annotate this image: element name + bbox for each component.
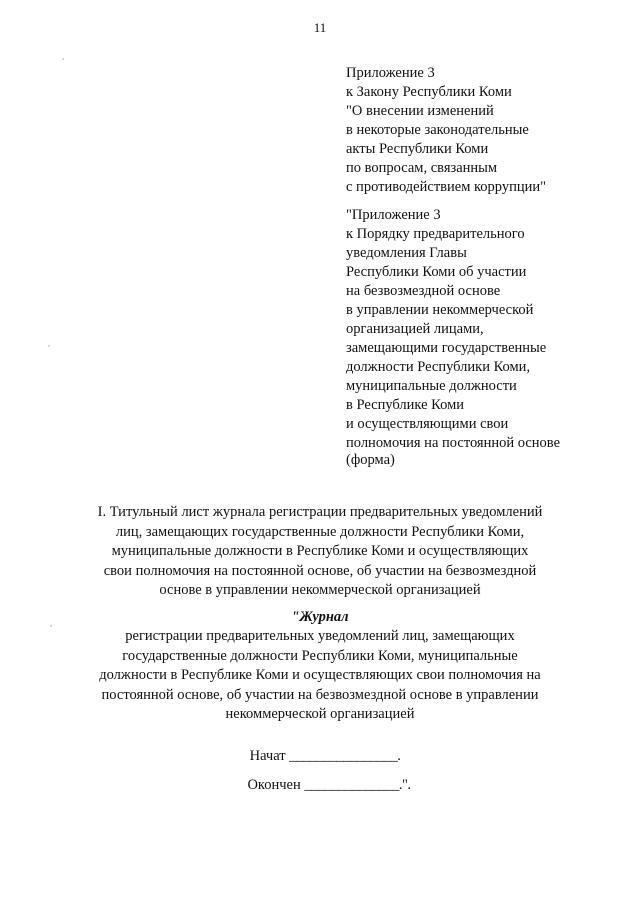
section-heading-line: основе в управлении некоммерческой организацией (159, 582, 481, 598)
scan-speck (48, 345, 50, 347)
form-label: (форма) (346, 452, 395, 468)
appendix-procedure-line: полномочия на постоянной основе (346, 435, 561, 451)
appendix-procedure-line: муниципальные должности (346, 378, 517, 394)
appendix-procedure-line: к Порядку предварительного (346, 226, 525, 242)
journal-description-line: государственные должности Республики Коми, муниципальные (122, 647, 518, 664)
journal-title: "Журнал (291, 609, 349, 625)
appendix-law-header (346, 64, 636, 197)
journal-description (60, 627, 580, 725)
appendix-law-line: "О внесении изменений (346, 103, 494, 119)
page-number: 11 (313, 20, 327, 35)
appendix-procedure-line: и осуществляющими свои (346, 416, 509, 432)
appendix-law-line: с противодействием коррупции" (346, 179, 547, 195)
scan-speck (50, 625, 52, 627)
journal-description-line: должности в Республике Коми и осуществляющих свои полномочия на (99, 667, 541, 683)
appendix-law-line: к Закону Республики Коми (346, 84, 512, 100)
finished-blank-field: ______________.". (304, 777, 411, 793)
appendix-law-line: акты Республики Коми (346, 141, 489, 157)
started-blank-field: ________________. (289, 748, 401, 764)
section-heading-line: муниципальные должности в Республике Коми и осуществляющих (111, 543, 529, 559)
started-row (0, 748, 640, 765)
appendix-procedure-line: организацией лицами, (346, 321, 484, 337)
finished-label: Окончен (247, 777, 301, 793)
appendix-law-line: по вопросам, связанным (346, 160, 498, 176)
scan-speck (62, 58, 64, 60)
appendix-procedure-line: уведомления Главы (346, 245, 467, 261)
appendix-procedure-header (346, 206, 636, 453)
appendix-law-line: в некоторые законодательные (346, 122, 529, 138)
appendix-procedure-line: "Приложение 3 (346, 207, 441, 223)
appendix-procedure-line: должности Республики Коми, (346, 359, 531, 375)
appendix-procedure-line: Республики Коми об участии (346, 264, 527, 280)
started-label: Начат (249, 748, 286, 764)
appendix-procedure-line: на безвозмездной основе (346, 283, 501, 299)
appendix-procedure-line: замещающими государственные (346, 340, 547, 356)
finished-row (0, 777, 640, 794)
section-heading (60, 503, 580, 601)
journal-description-line: некоммерческой организацией (225, 706, 415, 722)
section-heading-line: свои полномочия на постоянной основе, об участии на безвозмездной (103, 562, 537, 579)
section-heading-line: лиц, замещающих государственные должности Республики Коми, (115, 523, 525, 540)
appendix-procedure-line: в Республике Коми (346, 397, 465, 413)
journal-description-line: постоянной основе, об участии на безвозмездной основе в управлении (101, 686, 539, 703)
appendix-procedure-line: в управлении некоммерческой (346, 302, 534, 318)
journal-description-line: регистрации предварительных уведомлений лиц, замещающих (125, 628, 515, 644)
section-heading-line: I. Титульный лист журнала регистрации предварительных уведомлений (97, 504, 543, 520)
appendix-law-line: Приложение 3 (346, 65, 435, 81)
